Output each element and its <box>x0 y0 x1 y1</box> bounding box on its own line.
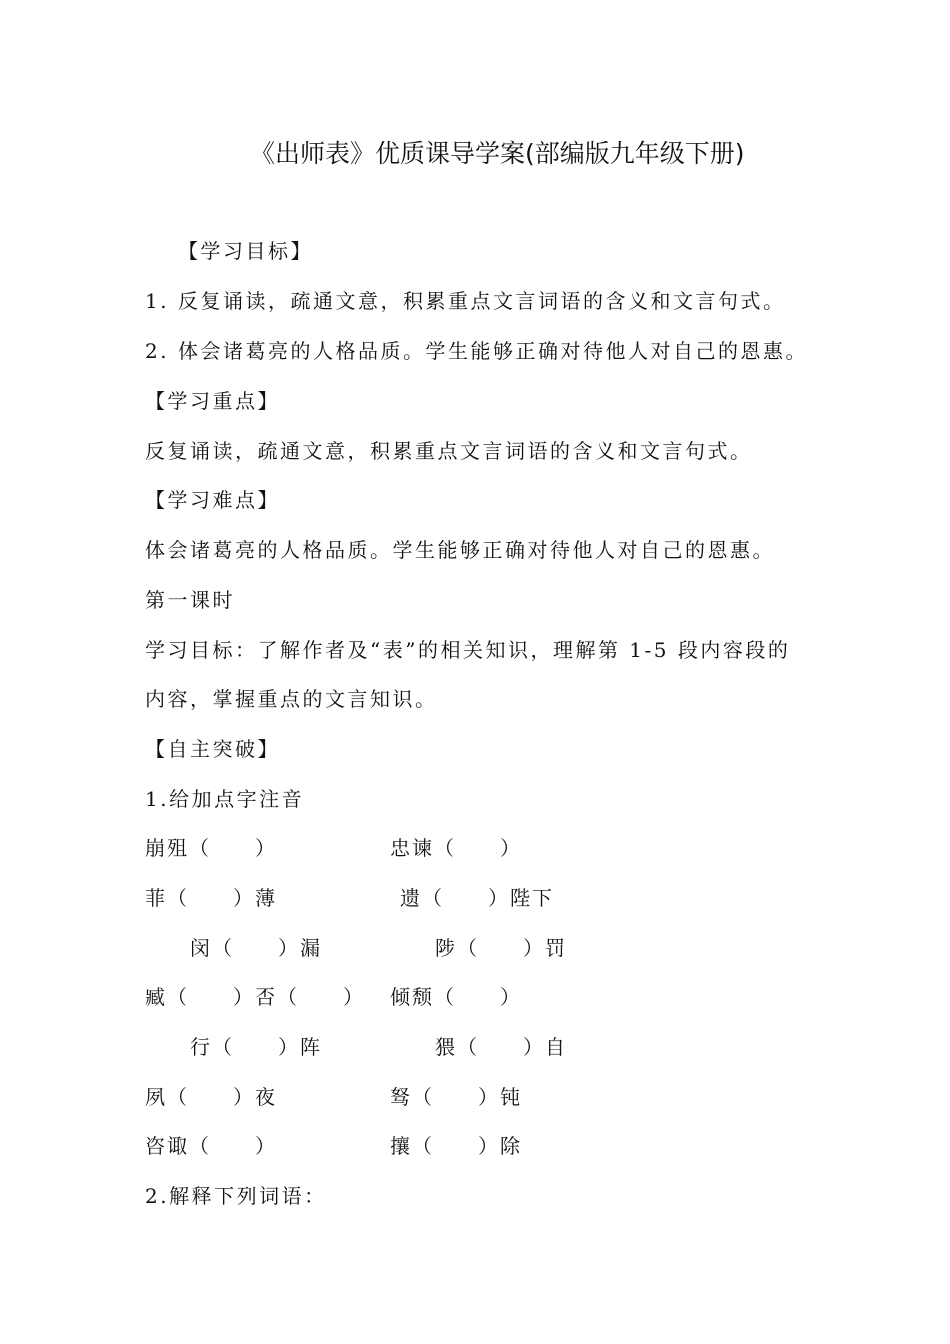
pinyin-item: 咨诹（ ） <box>145 1134 277 1158</box>
key-points-heading: 【学习重点】 <box>145 389 280 413</box>
pinyin-item: 崩殂（ ） <box>145 836 277 860</box>
pinyin-item: 陟（ ）罚 <box>435 936 567 960</box>
pinyin-item: 驽（ ）钝 <box>390 1085 522 1109</box>
lesson-one-label: 第一课时 <box>145 588 235 612</box>
difficulty-text: 体会诸葛亮的人格品质。学生能够正确对待他人对自己的恩惠。 <box>145 538 775 562</box>
pinyin-item: 夙（ ）夜 <box>145 1085 277 1109</box>
pinyin-item: 行（ ）阵 <box>190 1035 322 1059</box>
learning-goal-1: 1. 反复诵读，疏通文意，积累重点文言词语的含义和文言句式。 <box>145 289 786 313</box>
lesson-goal-line-2: 内容，掌握重点的文言知识。 <box>145 687 438 711</box>
pinyin-item: 菲（ ）薄 <box>145 886 277 910</box>
pinyin-item: 遗（ ）陛下 <box>400 886 554 910</box>
self-study-heading: 【自主突破】 <box>145 737 280 761</box>
task-1-label: 1.给加点字注音 <box>145 787 305 811</box>
lesson-goal-line-1: 学习目标：了解作者及“表”的相关知识，理解第 1-5 段内容段的 <box>145 638 791 662</box>
key-points-text: 反复诵读，疏通文意，积累重点文言词语的含义和文言句式。 <box>145 439 753 463</box>
pinyin-item: 臧（ ）否（ ） <box>145 985 365 1009</box>
pinyin-item: 闵（ ）漏 <box>190 936 322 960</box>
pinyin-item: 倾颓（ ） <box>390 985 522 1009</box>
document-title: 《出师表》优质课导学案(部编版九年级下册) <box>250 139 745 168</box>
pinyin-item: 猥（ ）自 <box>435 1035 567 1059</box>
difficulty-heading: 【学习难点】 <box>145 488 280 512</box>
pinyin-item: 攘（ ）除 <box>390 1134 522 1158</box>
pinyin-item: 忠谏（ ） <box>390 836 522 860</box>
task-2-label: 2.解释下列词语： <box>145 1184 327 1208</box>
learning-goal-2: 2. 体会诸葛亮的人格品质。学生能够正确对待他人对自己的恩惠。 <box>145 339 808 363</box>
learning-goals-heading: 【学习目标】 <box>178 239 313 263</box>
